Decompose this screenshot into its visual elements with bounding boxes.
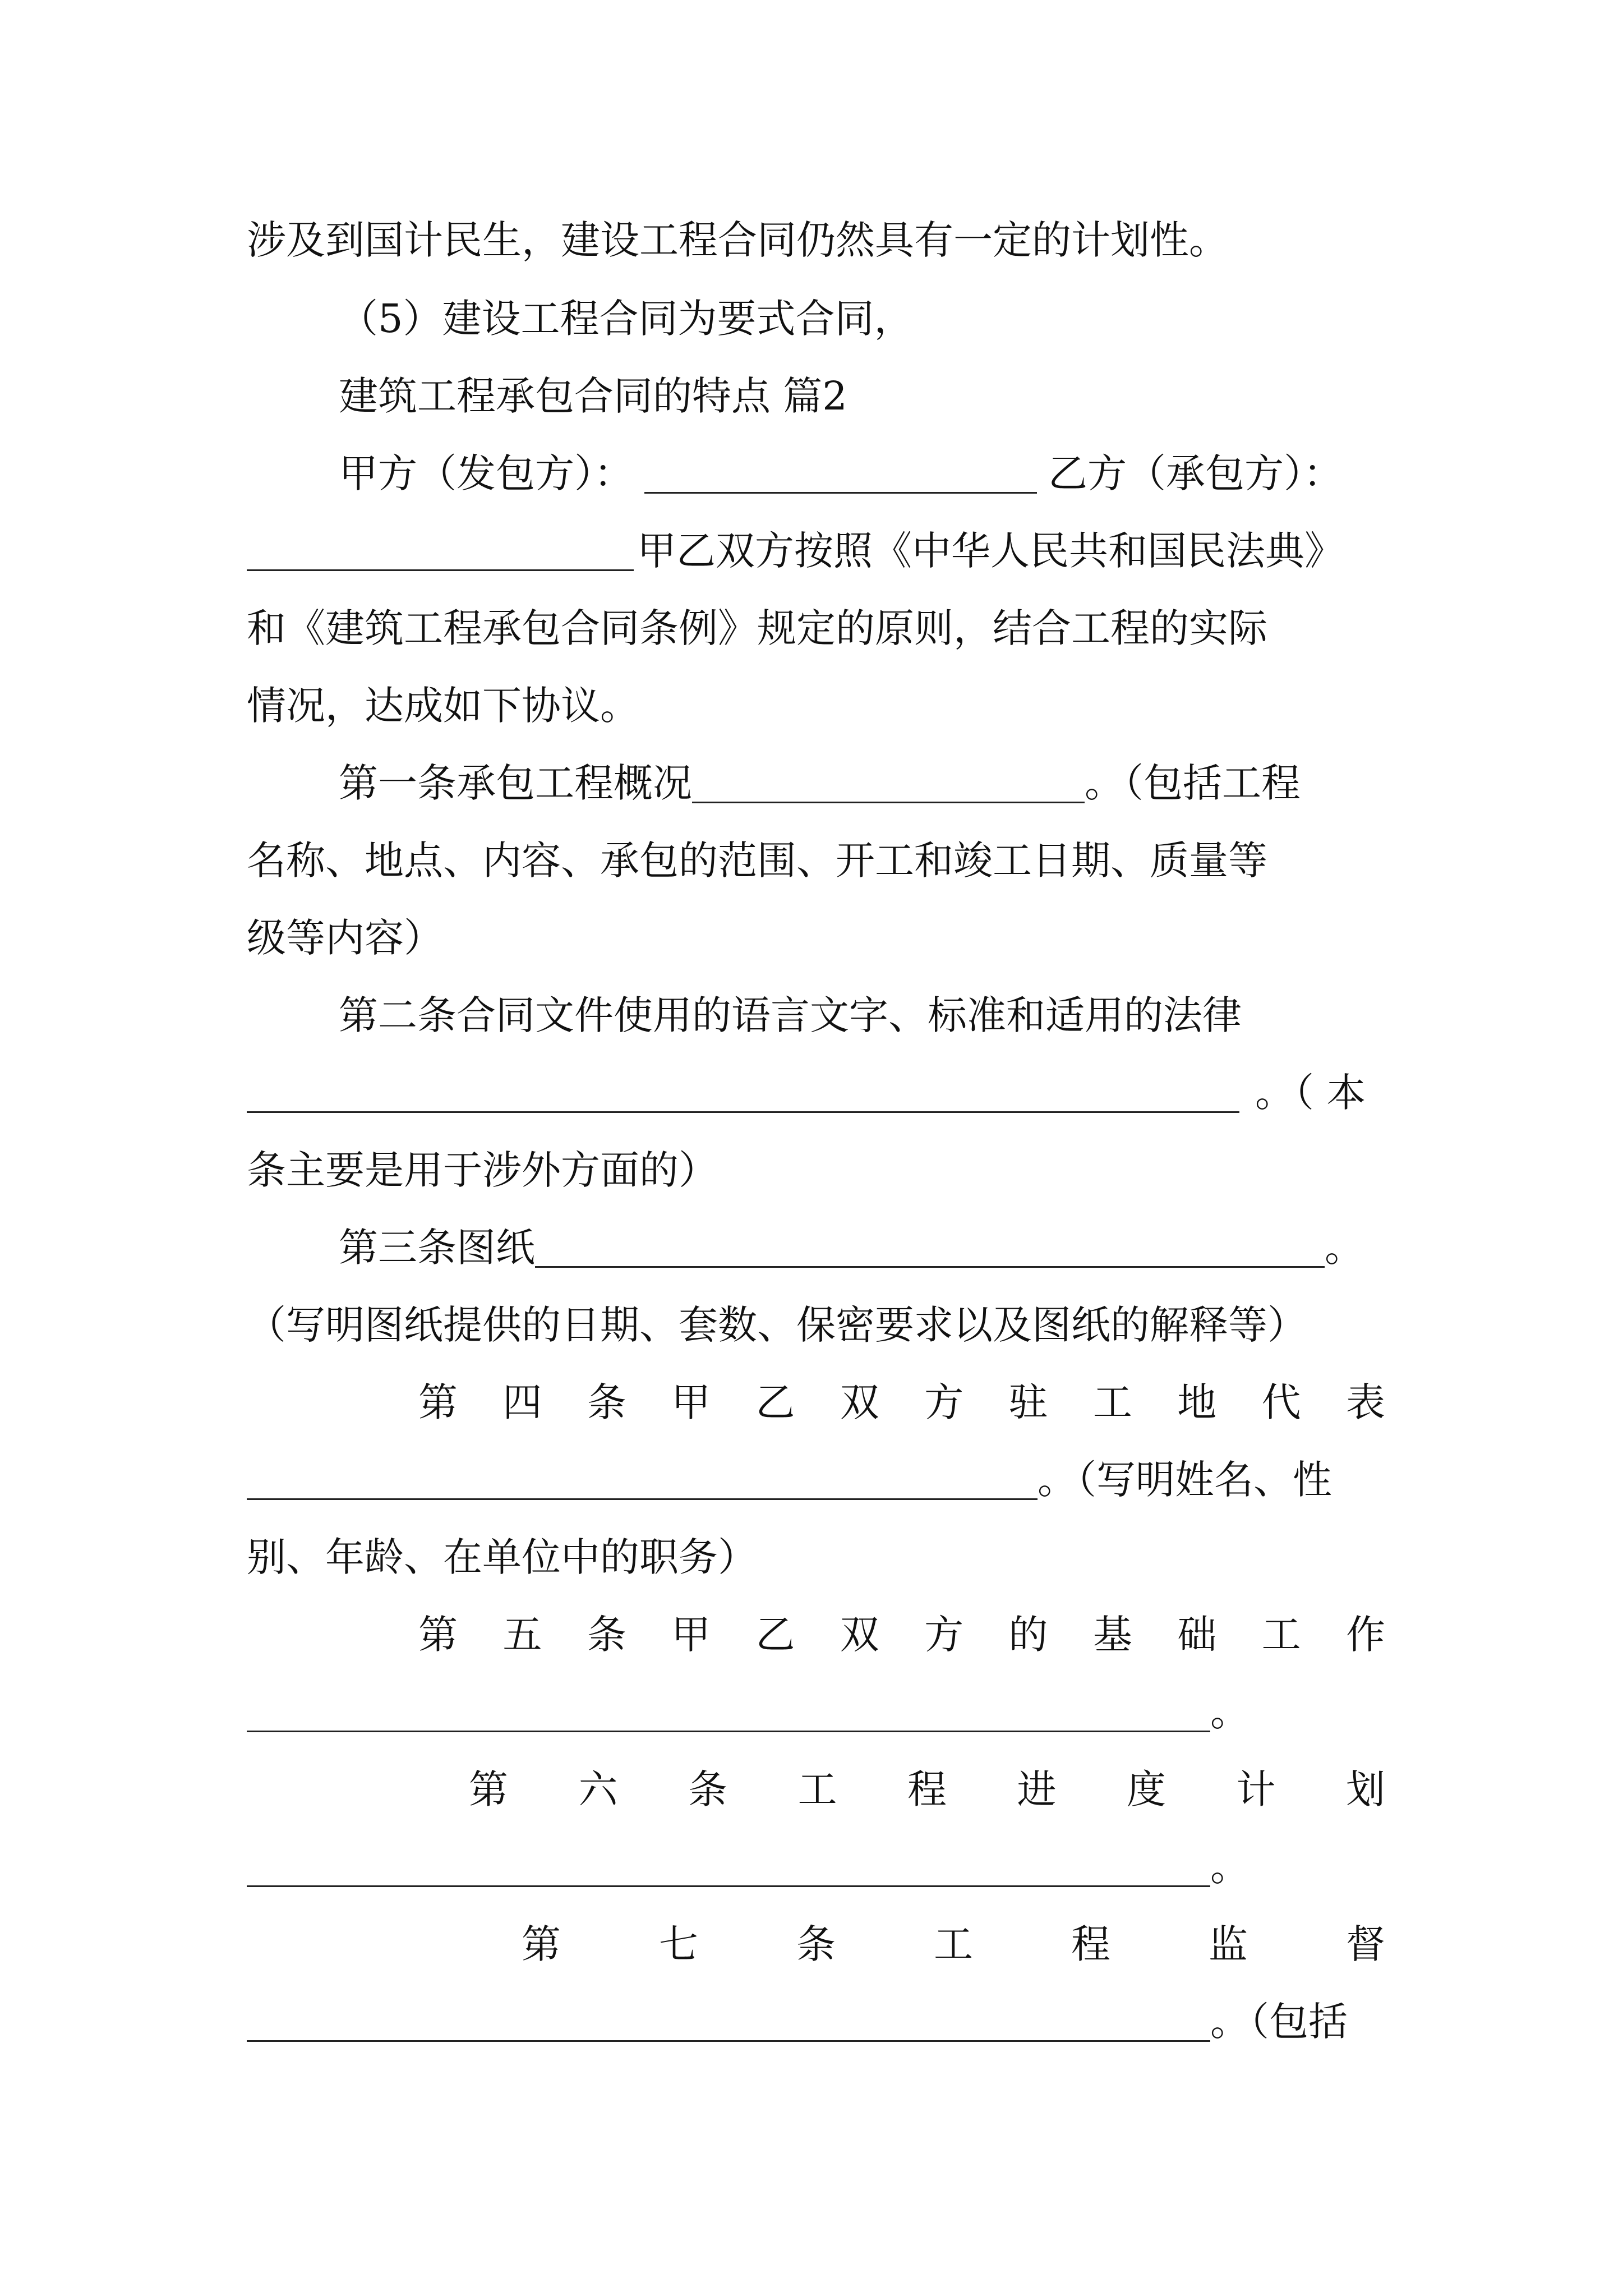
text-line	[339, 291, 1385, 347]
line-text: 情况，达成如下协议。	[247, 683, 639, 729]
char: 五	[502, 1612, 542, 1658]
text-line	[247, 832, 1385, 889]
char: 第	[418, 1612, 458, 1658]
party-a-label: 甲方（发包方）：	[339, 450, 633, 496]
char: 工	[1261, 1612, 1301, 1658]
clause-3-blank[interactable]	[535, 1232, 1325, 1268]
line-text: 。（包括	[1210, 1999, 1348, 2045]
char: 工	[797, 1766, 837, 1812]
char: 双	[840, 1612, 879, 1658]
char: 础	[1177, 1612, 1217, 1658]
char: 七	[659, 1921, 698, 1967]
line-text: 级等内容）	[247, 915, 443, 961]
char: 作	[1345, 1612, 1385, 1658]
char: 计	[1236, 1766, 1276, 1812]
clause-6-line	[469, 1761, 1385, 1818]
line-text: 。（包括工程	[1085, 760, 1301, 806]
text-line	[247, 1142, 1385, 1198]
party-line	[339, 445, 1385, 501]
char: 方	[924, 1379, 964, 1425]
char: 工	[934, 1921, 973, 1967]
char: 督	[1346, 1921, 1385, 1967]
char: 第	[469, 1766, 508, 1812]
char: 方	[924, 1612, 964, 1658]
clause-6-blank[interactable]	[247, 1852, 1210, 1887]
clause-5-line	[418, 1607, 1385, 1663]
party-a-blank[interactable]	[644, 458, 1037, 494]
text-line	[247, 1529, 1385, 1585]
char: 第	[418, 1379, 458, 1425]
char: 基	[1092, 1612, 1132, 1658]
clause-2-line	[339, 987, 1385, 1043]
char: 进	[1017, 1766, 1057, 1812]
line-text: 。	[1325, 1225, 1364, 1271]
char: 的	[1008, 1612, 1048, 1658]
text-line	[247, 1065, 1385, 1121]
text-line	[247, 212, 1385, 268]
char: 度	[1127, 1766, 1166, 1812]
char: 乙	[755, 1612, 795, 1658]
clause-3-title: 第三条图纸	[339, 1225, 535, 1271]
char: 四	[502, 1379, 542, 1425]
char: 双	[840, 1379, 879, 1425]
char: 驻	[1008, 1379, 1048, 1425]
text-line	[247, 1839, 1385, 1895]
char: 程	[907, 1766, 947, 1812]
line-text: 名称、地点、内容、承包的范围、开工和竣工日期、质量等	[247, 838, 1267, 884]
char: 六	[578, 1766, 618, 1812]
line-text: 。（ 本	[1255, 1070, 1366, 1116]
line-text: 条主要是用于涉外方面的）	[247, 1147, 718, 1193]
clause-4-line	[418, 1374, 1385, 1430]
line-text: 。	[1210, 1689, 1249, 1735]
line-text: 和《建筑工程承包合同条例》规定的原则，结合工程的实际	[247, 605, 1267, 651]
text-line	[247, 1684, 1385, 1740]
text-line	[247, 1297, 1385, 1353]
char: 条	[688, 1766, 727, 1812]
text-line	[247, 523, 1385, 579]
text-line	[247, 1452, 1385, 1508]
char: 甲	[671, 1379, 711, 1425]
line-text: 涉及到国计民生，建设工程合同仍然具有一定的计划性。	[247, 217, 1228, 263]
char: 条	[587, 1612, 626, 1658]
char: 监	[1209, 1921, 1248, 1967]
clause-3-line	[339, 1220, 1385, 1276]
section-heading	[339, 368, 1385, 424]
char: 划	[1346, 1766, 1385, 1812]
line-text: 甲乙双方按照《中华人民共和国民法典》	[637, 528, 1344, 574]
clause-7-line	[522, 1916, 1385, 1972]
clause-2-blank[interactable]	[247, 1078, 1239, 1113]
char: 代	[1261, 1379, 1301, 1425]
clause-7-blank[interactable]	[247, 2007, 1210, 2042]
char: 程	[1071, 1921, 1110, 1967]
clause-1-blank[interactable]	[692, 768, 1085, 803]
line-text: 。	[1210, 1844, 1249, 1890]
text-line	[247, 600, 1385, 656]
party-b-blank[interactable]	[247, 536, 634, 571]
party-b-label: 乙方（承包方）：	[1048, 450, 1343, 496]
char: 地	[1177, 1379, 1217, 1425]
clause-1-line	[339, 755, 1385, 811]
clause-5-blank[interactable]	[247, 1697, 1210, 1732]
char: 乙	[755, 1379, 795, 1425]
char: 工	[1092, 1379, 1132, 1425]
char: 条	[587, 1379, 626, 1425]
char: 甲	[671, 1612, 711, 1658]
line-text: （写明图纸提供的日期、套数、保密要求以及图纸的解释等）	[247, 1302, 1307, 1348]
char: 条	[796, 1921, 836, 1967]
clause-2-title: 第二条合同文件使用的语言文字、标准和适用的法律	[339, 992, 1242, 1038]
text-line	[247, 678, 1385, 734]
line-text: （5）建设工程合同为要式合同，	[339, 296, 914, 342]
clause-4-blank[interactable]	[247, 1465, 1038, 1500]
line-text: 。（写明姓名、性	[1038, 1457, 1332, 1503]
line-text: 别、年龄、在单位中的职务）	[247, 1534, 757, 1580]
heading-text: 建筑工程承包合同的特点 篇2	[339, 373, 847, 419]
text-line	[247, 910, 1385, 966]
char: 表	[1345, 1379, 1385, 1425]
text-line	[247, 1994, 1385, 2050]
char: 第	[522, 1921, 561, 1967]
clause-1-title: 第一条承包工程概况	[339, 760, 692, 806]
